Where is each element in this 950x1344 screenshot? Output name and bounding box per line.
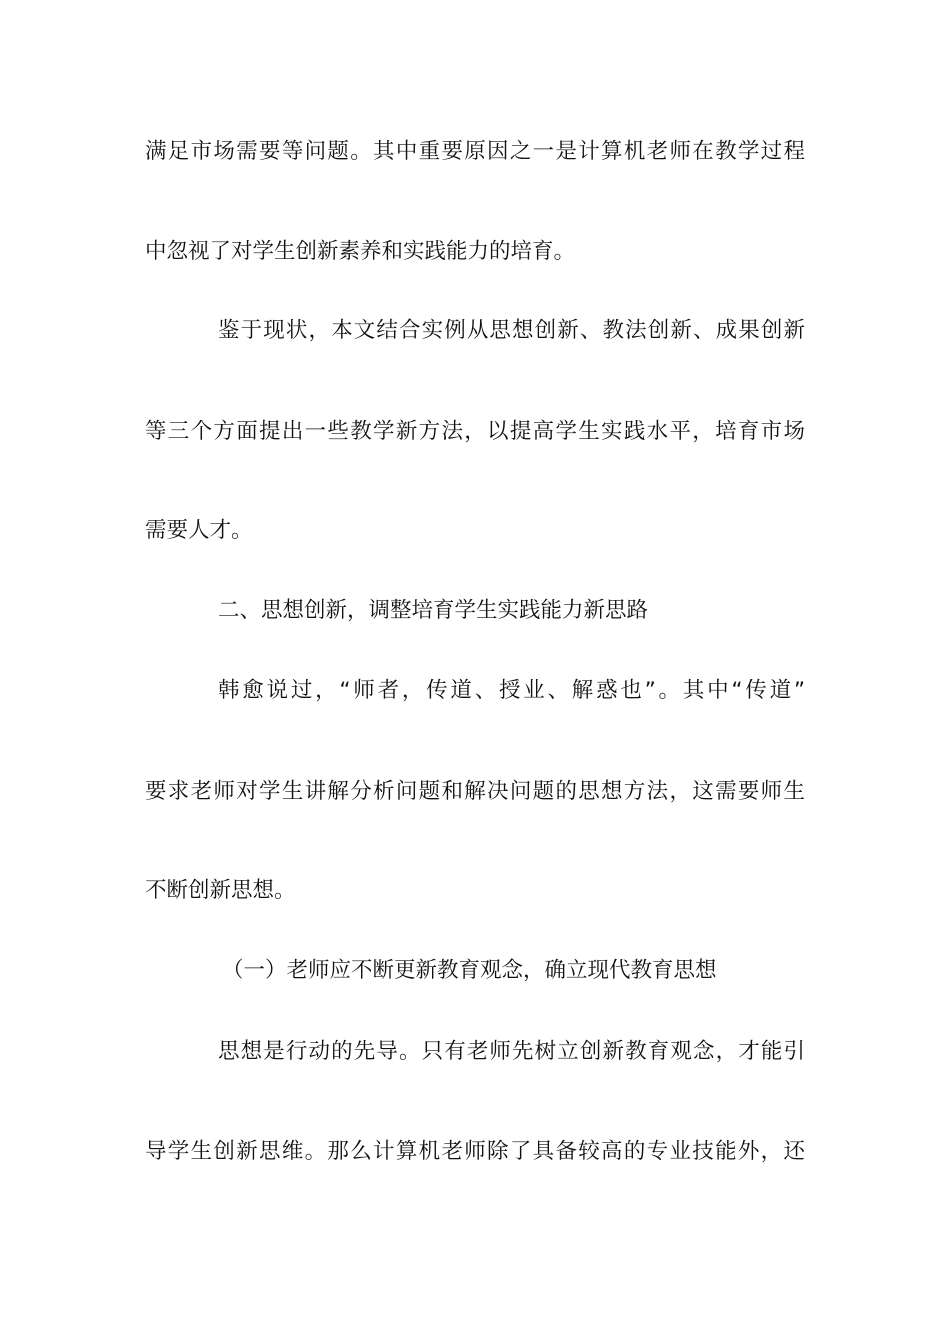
subsection-heading: （一）老师应不断更新教育观念，确立现代教育思想 xyxy=(222,958,717,983)
section-heading: 二、思想创新，调整培育学生实践能力新思路 xyxy=(218,598,649,623)
paragraph-line: 要求老师对学生讲解分析问题和解决问题的思想方法，这需要师生 xyxy=(145,779,805,804)
paragraph-line: 鉴于现状，本文结合实例从思想创新、教法创新、成果创新 xyxy=(218,318,805,343)
paragraph-line: 思想是行动的先导。只有老师先树立创新教育观念，才能引 xyxy=(218,1039,805,1064)
paragraph-line: 韩愈说过，“师者，传道、授业、解惑也”。其中“传道” xyxy=(218,678,805,703)
paragraph-line: 不断创新思想。 xyxy=(145,878,296,903)
paragraph-line: 等三个方面提出一些教学新方法，以提高学生实践水平，培育市场 xyxy=(145,419,805,444)
paragraph-line: 导学生创新思维。那么计算机老师除了具备较高的专业技能外，还 xyxy=(145,1139,805,1164)
paragraph-line: 满足市场需要等问题。其中重要原因之一是计算机老师在教学过程 xyxy=(145,139,805,164)
paragraph-line: 需要人才。 xyxy=(145,518,253,543)
paragraph-line: 中忽视了对学生创新素养和实践能力的培育。 xyxy=(145,239,576,264)
